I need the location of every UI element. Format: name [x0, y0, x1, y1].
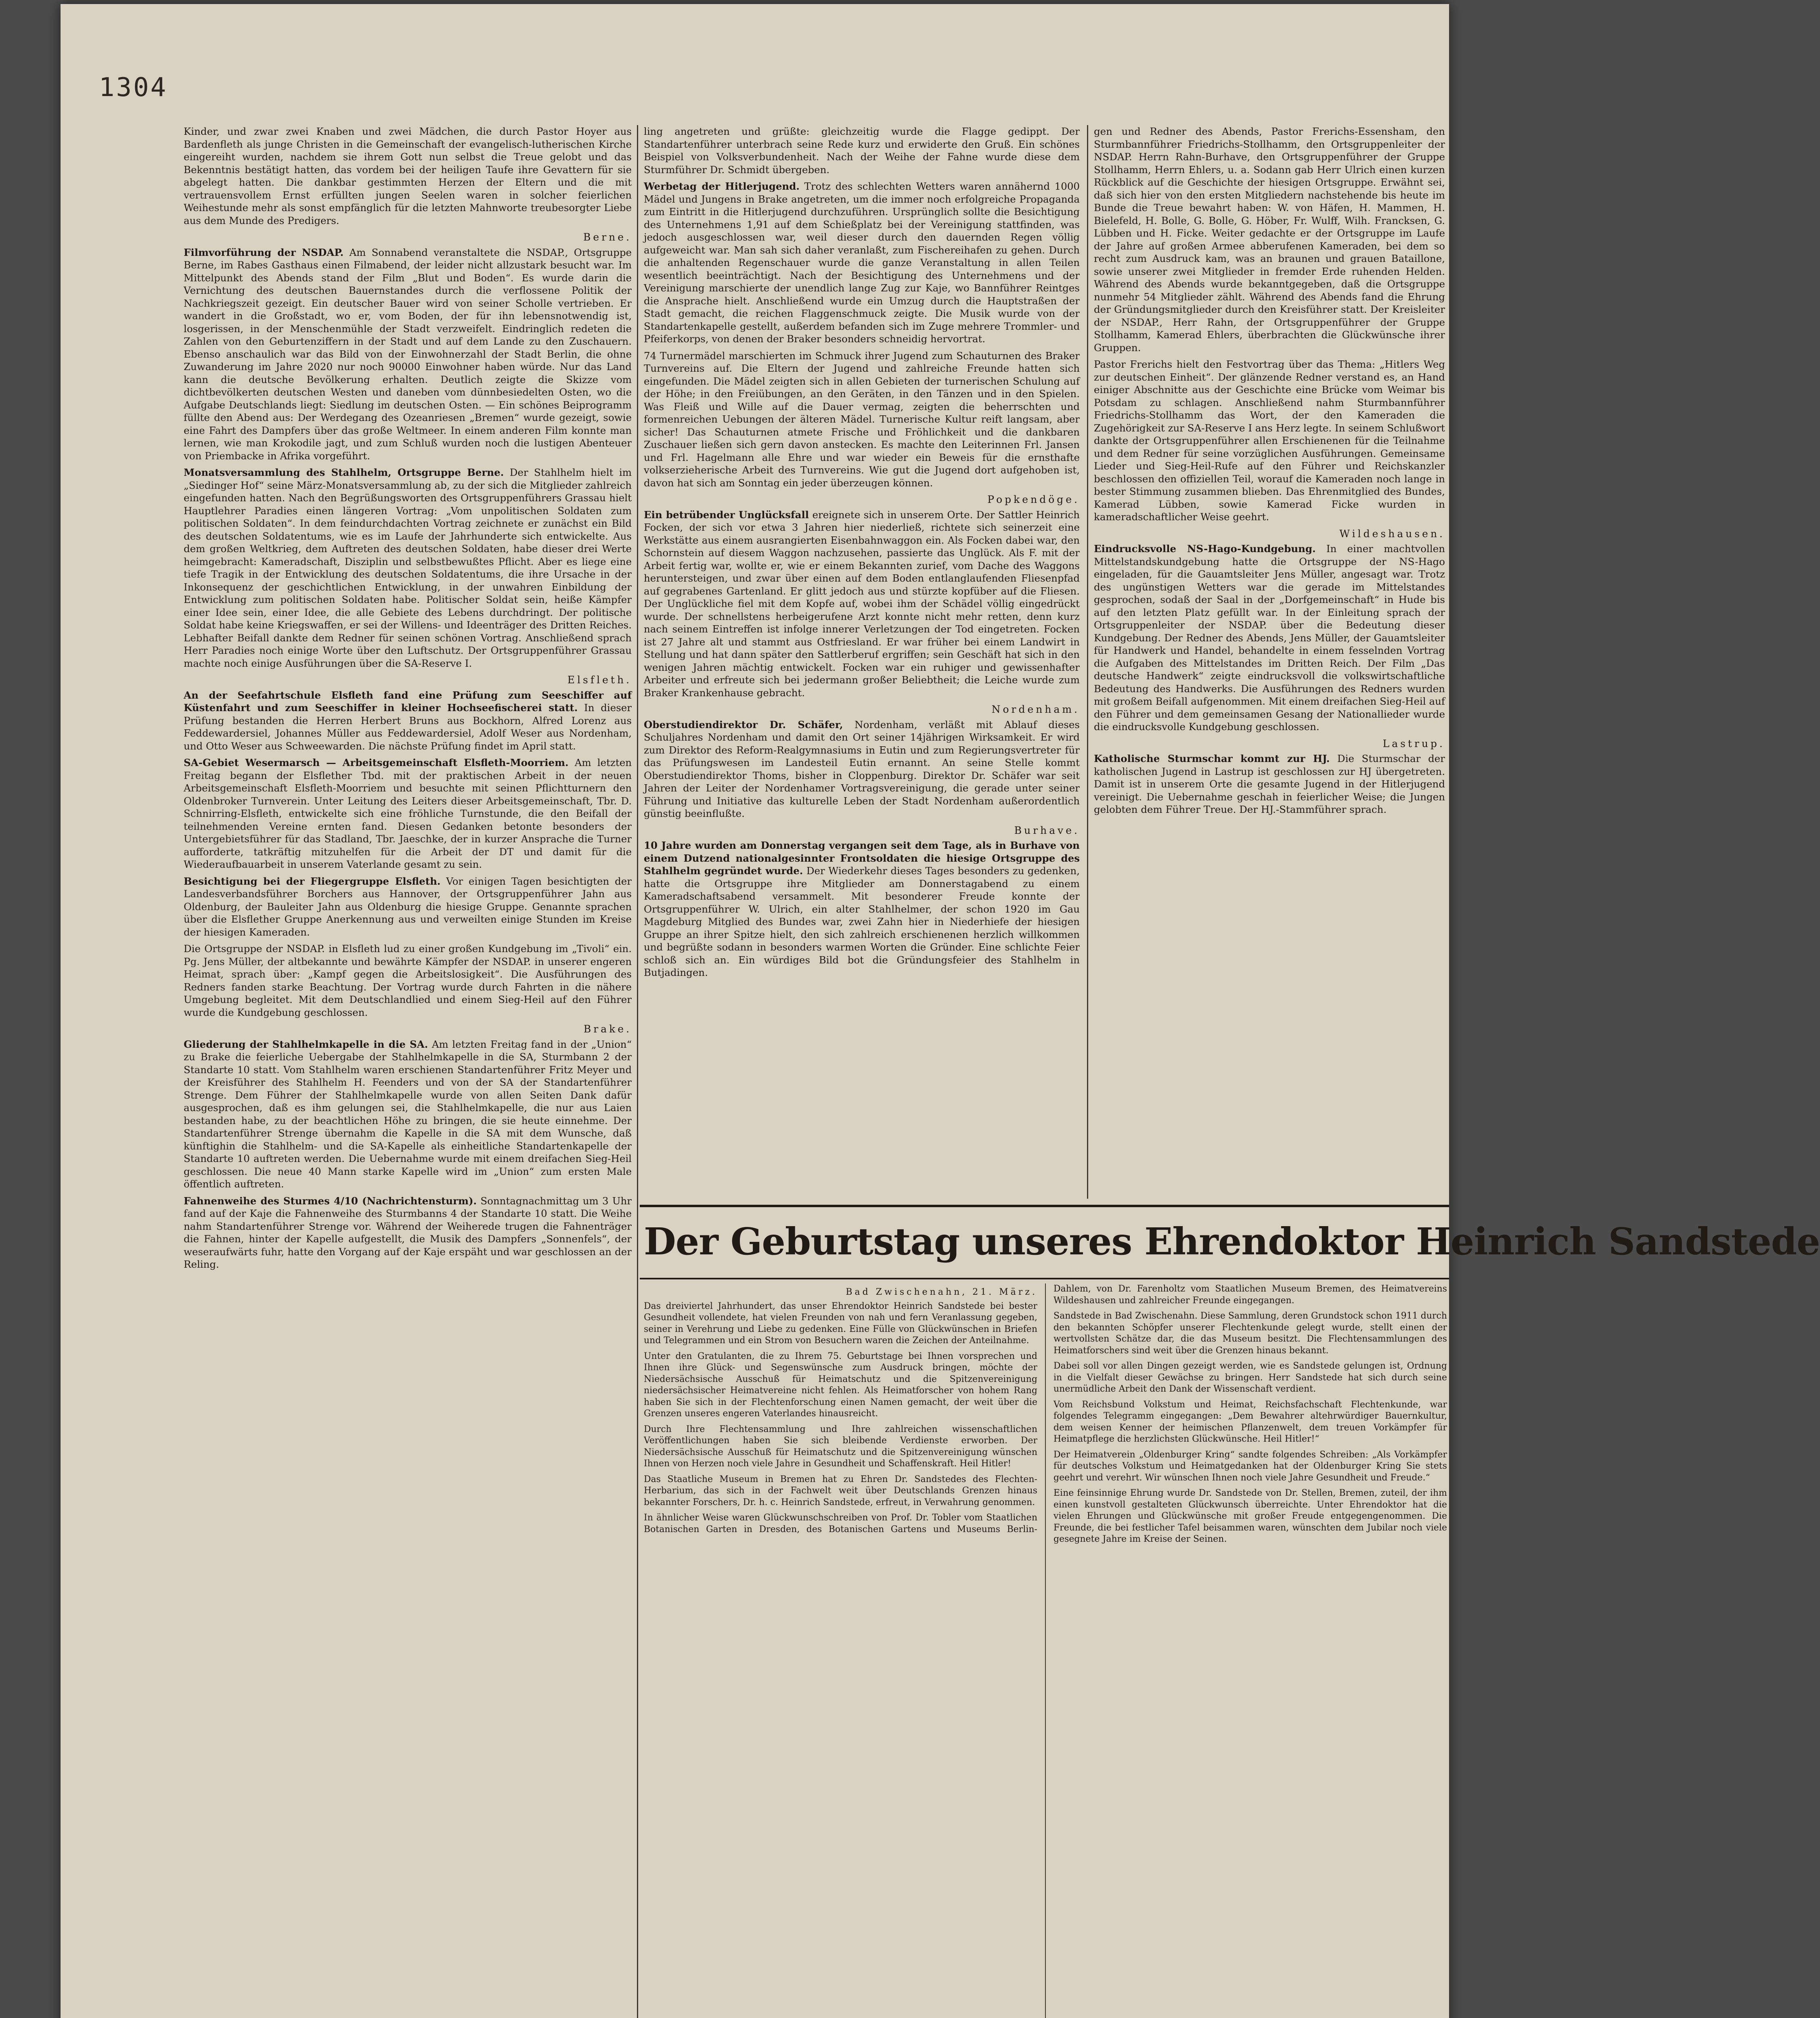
- news-item-text: In einer machtvollen Mittelstandskundgebung hatte die Ortsgruppe der NS-Hago eingeladen, für die Gauamtsleiter Jens Müller, angesagt war. Trotz des ungünstigen Wetters war die gerade im Mittelstandes gesprochen, sodaß der Saal in der „Dorfgemeinschaft“ in Hude bis auf den letzten Platz gefüllt war. In der Einleitung sprach der Ortsgruppenleiter der NSDAP. über die Bedeutung dieser Kundgebung. Der Redner des Abends, Jens Müller, der Gauamtsleiter für Handwerk und Handel, behandelte in einem fesselnden Vortrag die Aufgaben des Mittelstandes im Dritten Reich. Der Film „Das deutsche Handwerk“ zeigte eindrucksvoll die volkswirtschaftliche Bedeutung des Handwerks. Die Ausführungen des Redners wurden mit großem Beifall aufgenommen. Mit einem dreifachen Sieg-Heil auf den Führer und dem gemeinsamen Gesang der Nationallieder wurde die eindrucksvolle Kundgebung geschlossen.: [1094, 543, 1445, 733]
- birthday-article: [644, 1283, 1447, 2018]
- news-item: [184, 942, 632, 1019]
- birthday-paragraph: Der Heimatverein „Oldenburger Kring“ sandte folgendes Schreiben: „Als Vorkämpfer für deutsches Volkstum und Heimatgedanken hat der Oldenburger Kring Sie stets geehrt und verehrt. Wir wünschen Ihnen noch viele Jahre Gesundheit und Freude.“: [1053, 1449, 1447, 1483]
- news-item-text: gen und Redner des Abends, Pastor Frerichs-Essensham, den Sturmbannführer Friedrichs-Stollhamm, den Ortsgruppenleiter der NSDAP. Herrn Rahn-Burhave, den Ortsgruppenführer der Gruppe Stollhamm, Herrn Ehlers, u. a. Sodann gab Herr Ulrich einen kurzen Rückblick auf die Geschichte der hiesigen Ortsgruppe. Erwähnt sei, daß sich hier von den ersten Mitgliedern nachstehende bis heute im Bunde die Treue bewahrt haben: W. von Häfen, H. Mammen, H. Bielefeld, H. Bolle, G. Bolle, G. Höber, Fr. Wulff, Wilh. Francksen, G. Lübben und H. Ficke. Weiter gedachte er der Ortsgruppe im Laufe der Jahre auf großen Armee abberufenen Kameraden, bei dem so recht zum Ausdruck kam, was an braunen und grauen Bataillone, sowie unserer zwei Mitglieder in fremder Erde ruhenden Helden. Während des Abends wurde bekanntgegeben, daß die Ortsgruppe nunmehr 54 Mitglieder zählt. Während des Abends fand die Ehrung der Gründungsmitglieder durch den Kreisführer statt. Der Kreisleiter der NSDAP., Herr Rahn, der Ortsgruppenführer der Gruppe Stollhamm, Kamerad Ehlers, überbrachten die Glückwünsche ihrer Gruppen.: [1094, 126, 1445, 354]
- news-item: [184, 756, 632, 871]
- news-item: [184, 689, 632, 753]
- news-item-text: Am letzten Freitag begann der Elsflether Tbd. mit der praktischen Arbeit in der neuen Arbeitsgemeinschaft Elsfleth-Moorriem und besuchte mit seinen Pflichtturnern den Oldenbroker Turnverein. Unter Leitung des Leiters dieser Arbeitsgemeinschaft, Tbr. D. Schnirring-Elsfleth, entwickelte sich eine fröhliche Turnstunde, die den Beifall der teilnehmenden Vereine ernten fand. Diesen Gedanken betonte besonders der Untergebietsführer für das Stadland, Tbr. Jaeschke, der in kurzer Ansprache die Turner aufforderte, tatkräftig mitzuhelfen für die Arbeit der DT und damit für die Wiederaufbauarbeit in unserem Vaterlande gesamt zu sein.: [184, 757, 632, 870]
- news-item-text: Vor einigen Tagen besichtigten der Landesverbandsführer Borchers aus Hannover, der Ortsgruppenführer Jahn aus Oldenburg, der Bauleiter Jahn aus Oldenburg die hiesige Gruppe. Genannte sprachen über die Elsflether Gruppe Anerkennung aus und verweilten einige Stunden im Kreise der hiesigen Kameraden.: [184, 875, 632, 938]
- article-dateline: Bad Zwischenahn, 21. März.: [846, 1287, 1037, 1297]
- column-2: [644, 125, 1080, 1199]
- news-item: [1094, 752, 1445, 816]
- headline-title: Der Geburtstag unseres Ehrendoktor Heinrich Sandstede: [644, 1220, 1820, 1263]
- news-item: [184, 1038, 632, 1191]
- news-item-text: Kinder, und zwar zwei Knaben und zwei Mädchen, die durch Pastor Hoyer aus Bardenfleth als junge Christen in die Gemeinschaft der evangelisch-lutherischen Kirche eingereiht wurden, nachdem sie ihrem Gott nun selbst die Treue gelobt und das Bekenntnis bestätigt hatten, das vordem bei der heiligen Taufe ihre Gevattern für sie abgelegt hatten. Die dankbar gestimmten Herzen der Eltern und die mit vertrauensvollem Ernst erfüllten jungen Seelen waren in solcher feierlichen Weihestunde mehr als sonst empfänglich für die letzten Mahnworte treubesorgter Liebe aus dem Munde des Predigers.: [184, 126, 632, 226]
- news-item-headline: Fahnenweihe des Sturmes 4/10 (Nachrichtensturm).: [184, 1195, 477, 1207]
- news-item-headline: Werbetag der Hitlerjugend.: [644, 180, 800, 192]
- news-item: [644, 125, 1080, 176]
- birthday-paragraph: Das dreiviertel Jahrhundert, das unser Ehrendoktor Heinrich Sandstede bei bester Gesundheit vollendete, hat vielen Freunden von nah und fern Veranlassung gegeben, seiner in Verehrung und Liebe zu gedenken. Eine Fülle von Glückwünschen in Briefen und Telegrammen und ein Strom von Besuchern waren die Zeichen der Anteilnahme.: [644, 1301, 1037, 1346]
- birthday-paragraph: Das Staatliche Museum in Bremen hat zu Ehren Dr. Sandstedes des Flechten-Herbarium, das sich in der Fachwelt weit über Deutschlands Grenzen hinaus bekannter Forschers, Dr. h. c. Heinrich Sandstede, erfreut, in Verwahrung genommen.: [644, 1474, 1037, 1507]
- birthday-paragraph: Durch Ihre Flechtensammlung und Ihre zahlreichen wissenschaftlichen Veröffentlichungen haben Sie sich bleibende Verdienste erworben. Der Niedersächsische Ausschuß für Heimatschutz und die Spitzenvereinigung wünschen Ihnen von Herzen noch viele Jahre in Gesundheit und Schaffenskraft. Heil Hitler!: [644, 1424, 1037, 1469]
- news-item-text: Am Sonnabend veranstaltete die NSDAP., Ortsgruppe Berne, im Rabes Gasthaus einen Filmabend, der leider nicht allzustark besucht war. Im Mittelpunkt des Abends stand der Film „Blut und Boden“. Es wurde darin die Vernichtung des deutschen Bauernstandes durch die verflossene Politik der Nachkriegszeit gezeigt. Ein deutscher Bauer wird von seiner Scholle vertrieben. Er wandert in die Großstadt, wo er, vom Boden, der für ihn lebensnotwendig ist, losgerissen, in der Menschenmühle der Stadt verzweifelt. Eindringlich redeten die Zahlen von den Geburtenziffern in der Stadt und auf dem Lande zu den Zuschauern. Ebenso anschaulich war das Bild von der Einwohnerzahl der Stadt Berlin, die ohne Zuwanderung im Jahre 2020 nur noch 90000 Einwohner haben würde. Nur das Land kann die deutsche Bevölkerung erhalten. Deutlich zeigte die Skizze vom dichtbevölkerten deutschen Westen und daneben vom dünnbesiedelten Osten, wo die Aufgabe Deutschlands liegt: Siedlung im deutschen Osten. — Ein schönes Beiprogramm füllte den Abend aus: Der Werdegang des Ozeanriesen „Bremen“ wurde gezeigt, sowie eine Fahrt des Dampfers über das große Weltmeer. In einem anderen Film konnte man lernen, wie man Krokodile jagt, und zum Schluß wurden noch die lustigen Abenteuer von Priembacke in Afrika vorgeführt.: [184, 246, 632, 462]
- birthday-paragraph: Unter den Gratulanten, die zu Ihrem 75. Geburtstage bei Ihnen vorsprechen und Ihnen ihre Glück- und Segenswünsche zum Ausdruck bringen, möchte der Niedersächsische Ausschuß für Heimatschutz und die Spitzenvereinigung niedersächsischer Heimatvereine nicht fehlen. Als Heimatforscher von hohem Rang haben Sie sich in der Flechtenforschung einen Namen gemacht, der weit über die Grenzen unseres engeren Vaterlandes hinausreicht.: [644, 1351, 1037, 1419]
- section-location: Burhave.: [1014, 824, 1080, 836]
- news-item-text: Sonntagnachmittag um 3 Uhr fand auf der Kaje die Fahnenweihe des Sturmbanns 4 der Standarte 10 statt. Die Weihe nahm Standartenführer Strenge vor. Während der Weiherede trugen die Fahnenträger die Fahnen, hinter der Kapelle aufgestellt, die Musik des Dampfers „Sonnenfels“, der weseraufwärts fuhr, hatte den Vorgang auf der Kaje erspäht und war geschlossen an der Reling.: [184, 1195, 632, 1270]
- news-item-headline: Eindrucksvolle NS-Hago-Kundgebung.: [1094, 543, 1316, 555]
- column-3: [1094, 125, 1445, 1255]
- section-location: Popkendöge.: [987, 494, 1080, 505]
- birthday-paragraph: Sandstede in Bad Zwischenahn. Diese Sammlung, deren Grundstock schon 1911 durch den bekannten Schöpfer unserer Flechtenkunde gelegt wurde, stellt einen der wertvollsten Schätze dar, die das Museum besitzt. Die Flechtensammlungen des Heimatforschers sind weit über die Grenzen hinaus bekannt.: [1053, 1311, 1447, 1356]
- news-item: [644, 718, 1080, 820]
- news-item-headline: Besichtigung bei der Fliegergruppe Elsfleth.: [184, 875, 441, 887]
- news-item-text: Trotz des schlechten Wetters waren annähernd 1000 Mädel und Jungens in Brake angetreten, um die immer noch erfolgreiche Propaganda zum Eintritt in die Hitlerjugend durchzuführen. Ursprünglich sollte die Besichtigung des Unternehmens 1,91 auf dem Schießplatz bei der Vereinigung stattfinden, was jedoch ausgeschlossen war, weil dieser durch den dauernden Regen völlig aufgeweicht war. Man sah sich daher veranlaßt, zum Fischereihafen zu gehen. Durch die anhaltenden Regenschauer wurde die ganze Veranstaltung in allen Teilen wesentlich beeinträchtigt. Nach der Besichtigung des Unternehmens und der Vereinigung marschierte der unendlich lange Zug zur Kaje, wo Bannführer Reintges die Ansprache hielt. Anschließend wurde ein Umzug durch die Hauptstraßen der Stadt gemacht, die reichen Flaggenschmuck zeigte. Die Musik wurde von der Standartenkapelle gestellt, außerdem befanden sich im Zuge mehrere Trommler- und Pfeiferkorps, von denen der Braker besonders schneidig hervortrat.: [644, 180, 1080, 345]
- news-item-headline: Monatsversammlung des Stahlhelm, Ortsgruppe Berne.: [184, 467, 504, 478]
- news-item-text: Die Sturmschar der katholischen Jugend in Lastrup ist geschlossen zur HJ übergetreten. Damit ist in unserem Orte die gesamte Jugend in der Hitlerjugend vereinigt. Die Uebernahme geschah in feierlicher Weise; die Jungen gelobten dem Führer Treue. Der HJ.-Stammführer sprach.: [1094, 753, 1445, 815]
- news-item: [184, 466, 632, 670]
- news-item: [1094, 542, 1445, 733]
- news-item-text: Der Stahlhelm hielt im „Siedinger Hof“ seine März-Monatsversammlung ab, zu der sich die Mitglieder zahlreich eingefunden hatten. Nach den Begrüßungsworten des Ortsgruppenführers Grassau hielt Hauptlehrer Paradies einen längeren Vortrag: „Vom unpolitischen Soldaten zum politischen Soldaten“. In dem feindurchdachten Vortrag zeichnete er zunächst ein Bild des deutschen Soldatentums, wie es im Laufe der Jahrhunderte sich entwickelte. Aus dem großen Weltkrieg, dem Auftreten des deutschen Soldaten, habe dieser drei Werte heimgebracht: Kameradschaft, Disziplin und selbstbewußtes Pflicht. Aber es liege eine tiefe Tragik in der Entwicklung des deutschen Soldatentums, die ihre Ursache in der Inkonsequenz der geschichtlichen Entwicklung, in der unwahren Einbildung der Entwicklung zum politischen Soldaten habe. Politischer Soldat sein, heiße Kämpfer einer Idee sein, einer Idee, die alle Gebiete des Lebens durchdringt. Der politische Soldat habe keine Kriegswaffen, er sei der Willens- und Ideenträger des Dritten Reiches. Lebhafter Beifall dankte dem Redner für seinen schönen Vortrag. Anschließend sprach Herr Paradies noch einige Worte über den Luftschutz. Der Ortsgruppenführer Grassau machte noch einige Ausführungen über die SA-Reserve I.: [184, 467, 632, 669]
- news-item-headline: Gliederung der Stahlhelmkapelle in die SA.: [184, 1038, 428, 1050]
- news-item-text: Die Ortsgruppe der NSDAP. in Elsfleth lud zu einer großen Kundgebung im „Tivoli“ ein. Pg. Jens Müller, der altbekannte und bewährte Kämpfer der NSDAP. in unserer engeren Heimat, sprach über: „Kampf gegen die Arbeitslosigkeit“. Die Ausführungen des Redners fanden starke Beachtung. Der Vortrag wurde durch Fahrten in die nähere Umgebung begleitet. Mit dem Deutschlandlied und einem Sieg-Heil auf den Führer wurde die Kundgebung geschlossen.: [184, 943, 632, 1018]
- news-item-text: Nordenham, verläßt mit Ablauf dieses Schuljahres Nordenham und damit den Ort seiner 14jährigen Wirksamkeit. Er wird zum Direktor des Reform-Realgymnasiums in Eutin und zum Regierungsvertreter für das Prüfungswesen im Landesteil Eutin ernannt. An seine Stelle kommt Oberstudiendirektor Thoms, bisher in Cloppenburg. Direktor Dr. Schäfer war seit Jahren der Leiter der Nordenhamer Vortragsvereinigung, die gerade unter seiner Führung und Initiative das kulturelle Leben der Stadt Nordenham außerordentlich günstig beeinflußte.: [644, 718, 1080, 819]
- news-item-headline: Katholische Sturmschar kommt zur HJ.: [1094, 753, 1330, 764]
- news-item-text: Pastor Frerichs hielt den Festvortrag über das Thema: „Hitlers Weg zur deutschen Einheit“. Der glänzende Redner verstand es, an Hand einiger Abschnitte aus der Geschichte eine Brücke vom Weimar bis Potsdam zu schlagen. Anschließend nahm Sturmbannführer Friedrichs-Stollhamm das Wort, der den Kameraden die Zugehörigkeit zur SA-Reserve I ans Herz legte. In seinem Schlußwort dankte der Ortsgruppenführer allen Erschienenen für die Teilnahme und dem Redner für seine vorzüglichen Ausführungen. Gemeinsame Lieder und Sieg-Heil-Rufe auf den Führer und Reichskanzler beschlossen den offiziellen Teil, worauf die Kameraden noch lange in bester Stimmung zusammen blieben. Das Ehrenmitglied des Bundes, Kamerad Lübben, sowie Kamerad Ficke wurden in kameradschaftlicher Weise geehrt.: [1094, 358, 1445, 523]
- news-item-headline: Oberstudiendirektor Dr. Schäfer,: [644, 718, 843, 731]
- news-item: [184, 1195, 632, 1271]
- section-location: Berne.: [583, 231, 632, 243]
- news-item-text: ling angetreten und grüßte: gleichzeitig wurde die Flagge gedippt. Der Standartenführer unterbrach seine Rede kurz und erwiderte den Gruß. Ein schönes Beispiel von Volksverbundenheit. Nach der Weihe der Fahne wurde diese dem Sturmführer Dr. Schmidt übergeben.: [644, 126, 1080, 176]
- news-item-headline: Ein betrübender Unglücksfall: [644, 509, 809, 521]
- news-item: [1094, 358, 1445, 523]
- news-item-headline: Filmvorführung der NSDAP.: [184, 246, 344, 258]
- headline-banner: [640, 1205, 1820, 1279]
- news-item: [184, 875, 632, 939]
- news-item-text: Am letzten Freitag fand in der „Union“ zu Brake die feierliche Uebergabe der Stahlhelmkapelle in die SA, Sturmbann 2 der Standarte 10 statt. Vom Stahlhelm waren erschienen Standartenführer Fritz Meyer und der Kreisführer des Stahlhelm H. Feenders und von der SA der Standartenführer Strenge. Dem Führer der Stahlhelmkapelle wurde von allen Seiten Dank dafür ausgesprochen, daß es ihm gelungen sei, die Stahlhelmkapelle, die nur aus Laien bestanden habe, zu der beachtlichen Höhe zu bringen, die sie heute einnehme. Der Standartenführer Strenge übernahm die Kapelle in die SA mit dem Wunsche, daß künftighin die Stahlhelm- und die SA-Kapelle als einheitliche Standartenkapelle der Standarte 10 auftreten werden. Die Uebernahme wurde mit einem dreifachen Sieg-Heil geschlossen. Die neue 40 Mann starke Kapelle wird im „Union“ zum ersten Male öffentlich auftreten.: [184, 1038, 632, 1190]
- news-item-text: 74 Turnermädel marschierten im Schmuck ihrer Jugend zum Schauturnen des Braker Turnvereins auf. Die Eltern der Jugend und zahlreiche Freunde hatten sich eingefunden. Die Mädel zeigten sich in allen Gebieten der turnerischen Schulung auf der Höhe; in den Freiübungen, an den Geräten, in den Tänzen und in den Spielen. Was Fleiß und Wille auf die Dauer vermag, zeigten die beherrschten und formenreichen Uebungen der älteren Mädel. Turnerische Kultur reift langsam, aber sicher! Das Schauturnen atmete Frische und Fröhlichkeit und die dankbaren Zuschauer ließen sich gern davon anstecken. Es machte den Leiterinnen Frl. Jansen und Frl. Hagelmann alle Ehre und war wieder ein Beweis für die ernsthafte volkserzieherische Arbeit des Turnvereins. Wie gut die Jugend dort aufgehoben ist, davon hat sich am Sonntag ein jeder überzeugen können.: [644, 350, 1080, 489]
- column-rule: [1087, 125, 1088, 1199]
- page-number: 1304: [99, 73, 168, 103]
- birthday-paragraph: Eine feinsinnige Ehrung wurde Dr. Sandstede von Dr. Stellen, Bremen, zuteil, der ihm einen kunstvoll gestalteten Glückwunsch überreichte. Unter Ehrendoktor hat die vielen Ehrungen und Glückwünsche mit großer Freude entgegengenommen. Die Freunde, die bei festlicher Tafel beisammen waren, wünschten dem Jubilar noch viele gesegnete Jahre im Kreise der Seinen.: [1053, 1488, 1447, 1544]
- section-location: Wildeshausen.: [1339, 528, 1445, 540]
- news-item: [1094, 125, 1445, 354]
- section-location: Nordenham.: [991, 703, 1080, 715]
- news-item: [644, 839, 1080, 979]
- birthday-paragraph: In ähnlicher Weise waren Glückwunschschreiben von Prof. Dr. Tobler vom Staatlichen Botanischen Garten in Dresden, des Botanischen Gartens und Museums Berlin-Dahlem, von Dr. Farenholtz vom Staatlichen Museum Bremen, des Heimatvereins Wildeshausen und zahlreicher Freunde eingegangen.: [644, 1284, 1447, 1534]
- birthday-paragraph: Dabei soll vor allen Dingen gezeigt werden, wie es Sandstede gelungen ist, Ordnung in die Vielfalt dieser Gewächse zu bringen. Herr Sandstede hat sich durch seine unermüdliche Arbeit den Dank der Wissenschaft verdient.: [1053, 1361, 1447, 1394]
- column-1: [184, 125, 632, 2018]
- news-item: [644, 509, 1080, 699]
- news-item-headline: 10 Jahre wurden am Donnerstag vergangen seit dem Tage, als in Burhave von einem Dutzend nationalgesinnter Frontsoldaten die hiesige Ortsgruppe des Stahlhelm gegründet wurde.: [644, 839, 1080, 877]
- section-location: Brake.: [583, 1023, 632, 1035]
- news-item-headline: SA-Gebiet Wesermarsch — Arbeitsgemeinschaft Elsfleth-Moorriem.: [184, 757, 569, 768]
- newspaper-page: [61, 4, 1820, 2018]
- section-location: Lastrup.: [1382, 737, 1445, 749]
- news-item: [184, 125, 632, 227]
- news-item-text: In dieser Prüfung bestanden die Herren Herbert Bruns aus Bockhorn, Alfred Lorenz aus Feddewardersiel, Johannes Müller aus Feddewardersiel, Adolf Weser aus Nordenham, und Otto Weser aus Schweewarden. Die nächste Prüfung findet im April statt.: [184, 702, 632, 752]
- news-item: [644, 350, 1080, 490]
- news-item: [184, 246, 632, 463]
- section-location: Elsfleth.: [567, 674, 632, 686]
- news-item-text: Der Wiederkehr dieses Tages besonders zu gedenken, hatte die Ortsgruppe ihre Mitglieder am Donnerstagabend zu einem Kameradschaftsabend versammelt. Mit besonderer Freude konnte der Ortsgruppenführer W. Ulrich, ein alter Stahlhelmer, der schon 1920 im Gau Magdeburg Mitglied des Bundes war, zwei Zahn hier in Niederhiefe der hiesigen Gruppe an ihrer Spitze hielt, den sich zahlreich erschienenen herzlich willkommen und begrüßte sodann in besonders warmen Worten die Gründer. Eine schlichte Feier schloß sich an. Ein würdiges Bild bot die Gründungsfeier des Stahlhelm in Butjadingen.: [644, 865, 1080, 978]
- news-item-text: ereignete sich in unserem Orte. Der Sattler Heinrich Focken, der sich vor etwa 3 Jahren hier niederließ, richtete sich seinerzeit eine Werkstätte aus einem ausrangierten Eisenbahnwaggon ein. Als Focken dabei war, den Schornstein auf diesem Waggon nachzusehen, passierte das Unglück. Als F. mit der Arbeit fertig war, wollte er, wie er einem Bekannten zurief, vom Dache des Waggons heruntersteigen, und zwar über einen auf dem Boden entlanglaufenden Fliesenpfad auf gegrabenes Gartenland. Er glitt jedoch aus und stürzte kopfüber auf die Fliesen. Der Unglückliche fiel mit dem Kopfe auf, wobei ihm der Schädel völlig eingedrückt wurde. Der schnellstens herbeigerufene Arzt konnte nicht mehr retten, denn kurz nach seinem Eintreffen ist infolge innerer Verletzungen der Tod eingetreten. Focken ist 27 Jahre alt und stammt aus Ostfriesland. Er war früher bei einem Landwirt in Stellung und hat dann später den Sattlerberuf ergriffen; sein Geschäft hat sich in den wenigen Jahren mächtig entwickelt. Focken war ein ruhiger und gewissenhafter Arbeiter und erfreute sich bei jedermann großer Beliebtheit; die Leiche wurde zum Braker Krankenhause gebracht.: [644, 509, 1080, 699]
- news-item-headline: An der Seefahrtschule Elsfleth fand eine Prüfung zum Seeschiffer auf Küstenfahrt und zum Seeschiffer in kleiner Hochseefischerei statt.: [184, 689, 632, 714]
- birthday-paragraph: Vom Reichsbund Volkstum und Heimat, Reichsfachschaft Flechtenkunde, war folgendes Telegramm eingegangen: „Dem Bewahrer altehrwürdiger Bauernkultur, dem weisen Kenner der heimischen Pflanzenwelt, dem treuen Vorkämpfer für Heimatpflege die herzlichsten Glückwünsche. Heil Hitler!“: [1053, 1399, 1447, 1444]
- column-rule: [637, 125, 638, 2018]
- news-item: [644, 180, 1080, 345]
